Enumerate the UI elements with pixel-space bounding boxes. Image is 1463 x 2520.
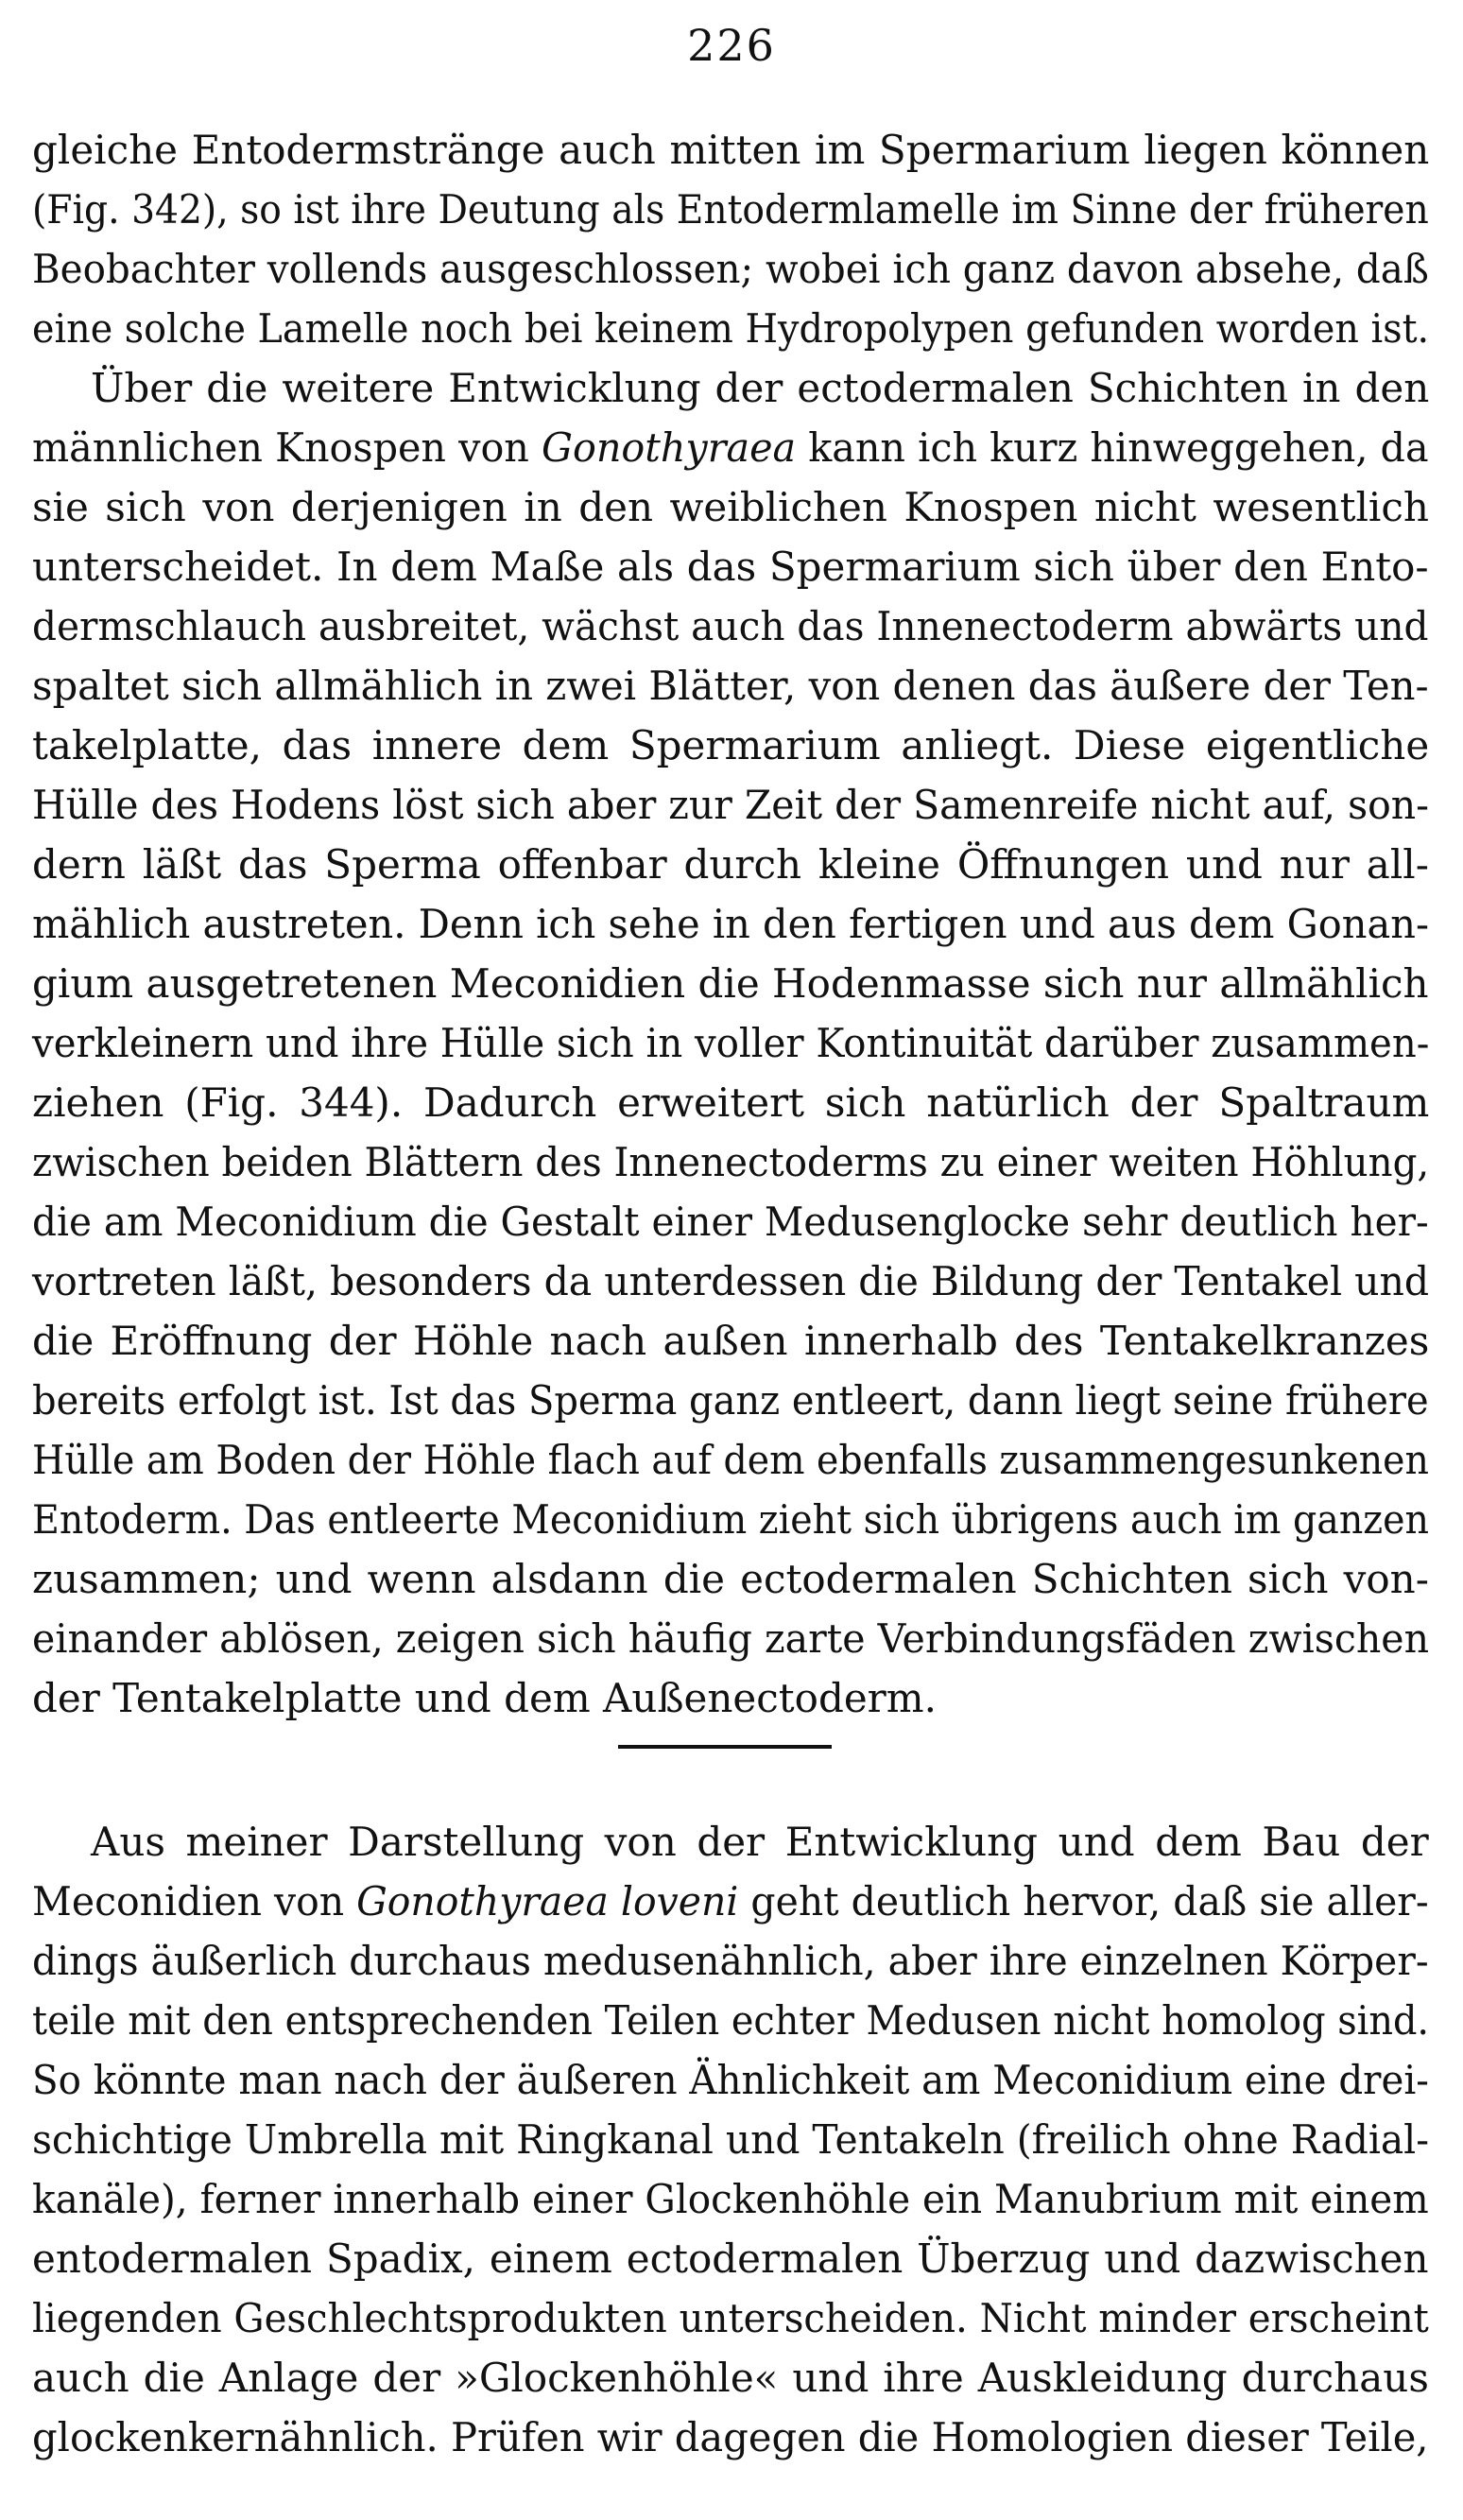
text-line: einander ablösen, zeigen sich häufig zarte Verbindungsfäden zwischen <box>32 1615 1430 1662</box>
text-line: mählich austreten. Denn ich sehe in den fertigen und aus dem Gonan- <box>32 901 1429 947</box>
text-line: unterscheidet. In dem Maße als das Spermarium sich über den Ento- <box>32 544 1429 590</box>
text-line: dern läßt das Sperma offenbar durch kleine Öffnungen und nur all- <box>32 841 1429 888</box>
text-line: auch die Anlage der »Glockenhöhle« und ihre Auskleidung durchaus <box>32 2355 1429 2401</box>
text-line: Meconidien von Gonothyraea loveni geht deutlich hervor, daß sie aller- <box>32 1878 1429 1925</box>
text-line: Entoderm. Das entleerte Meconidium zieht sich übrigens auch im ganzen <box>32 1496 1429 1543</box>
text-line: teile mit den entsprechenden Teilen echter Medusen nicht homolog sind. <box>32 1997 1430 2044</box>
italic-species-name: Gonothyraea <box>542 424 797 471</box>
text-line: Beobachter vollends ausgeschlossen; wobei ich ganz davon absehe, daß <box>32 246 1429 292</box>
text-line: die am Meconidium die Gestalt einer Medusenglocke sehr deutlich her- <box>32 1199 1429 1245</box>
text-line: sie sich von derjenigen in den weiblichen Knospen nicht wesentlich <box>32 484 1429 530</box>
text-line: gium ausgetretenen Meconidien die Hodenmasse sich nur allmählich <box>32 960 1429 1007</box>
italic-species-name: Gonothyraea loveni <box>356 1878 739 1925</box>
text-line: der Tentakelplatte und dem Außenectoderm. <box>32 1675 937 1721</box>
page-number: 226 <box>687 20 776 71</box>
text-line: So könnte man nach der äußeren Ähnlichkeit am Meconidium eine drei- <box>32 2057 1429 2103</box>
text-line: zwischen beiden Blättern des Innenectoderms zu einer weiten Höhlung, <box>32 1139 1430 1185</box>
text-line: (Fig. 342), so ist ihre Deutung als Entodermlamelle im Sinne der früheren <box>32 186 1429 233</box>
text-line: Über die weitere Entwicklung der ectodermalen Schichten in den <box>91 365 1430 411</box>
text-line: verkleinern und ihre Hülle sich in voller Kontinuität darüber zusammen- <box>32 1020 1430 1066</box>
text-line: die Eröffnung der Höhle nach außen innerhalb des Tentakelkranzes <box>32 1318 1430 1364</box>
text-line: entodermalen Spadix, einem ectodermalen Überzug und dazwischen <box>32 2235 1429 2282</box>
text-line: zusammen; und wenn alsdann die ectodermalen Schichten sich von- <box>32 1556 1429 1602</box>
text-line: glockenkernähnlich. Prüfen wir dagegen die Homologien dieser Teile, <box>32 2414 1429 2460</box>
text-line: liegenden Geschlechtsprodukten unterscheiden. Nicht minder erscheint <box>32 2295 1429 2341</box>
text-line: bereits erfolgt ist. Ist das Sperma ganz entleert, dann liegt seine frühere <box>32 1377 1429 1424</box>
text-line: kanäle), ferner innerhalb einer Glockenhöhle ein Manubrium mit einem <box>32 2176 1429 2222</box>
text-line: eine solche Lamelle noch bei keinem Hydropolypen gefunden worden ist. <box>32 305 1430 352</box>
text-line: Hülle des Hodens löst sich aber zur Zeit der Samenreife nicht auf, son- <box>32 782 1429 828</box>
text-line: spaltet sich allmählich in zwei Blätter, von denen das äußere der Ten- <box>32 663 1429 709</box>
text-line: vortreten läßt, besonders da unterdessen die Bildung der Tentakel und <box>32 1258 1430 1304</box>
text-line: gleiche Entodermstränge auch mitten im Spermarium liegen können <box>32 127 1430 173</box>
text-line: takelplatte, das innere dem Spermarium anliegt. Diese eigentliche <box>32 722 1430 768</box>
text-line: schichtige Umbrella mit Ringkanal und Tentakeln (freilich ohne Radial- <box>32 2116 1430 2163</box>
text-line: Aus meiner Darstellung von der Entwicklung und dem Bau der <box>91 1819 1429 1865</box>
section-divider <box>618 1745 832 1749</box>
text-line: dings äußerlich durchaus medusenähnlich, aber ihre einzelnen Körper- <box>32 1938 1429 1984</box>
text-line: ziehen (Fig. 344). Dadurch erweitert sich natürlich der Spaltraum <box>32 1079 1430 1126</box>
text-line: Hülle am Boden der Höhle flach auf dem ebenfalls zusammengesunkenen <box>32 1437 1429 1483</box>
text-line: dermschlauch ausbreitet, wächst auch das Innenectoderm abwärts und <box>32 603 1429 649</box>
text-line: männlichen Knospen von Gonothyraea kann ich kurz hinweggehen, da <box>32 424 1429 471</box>
